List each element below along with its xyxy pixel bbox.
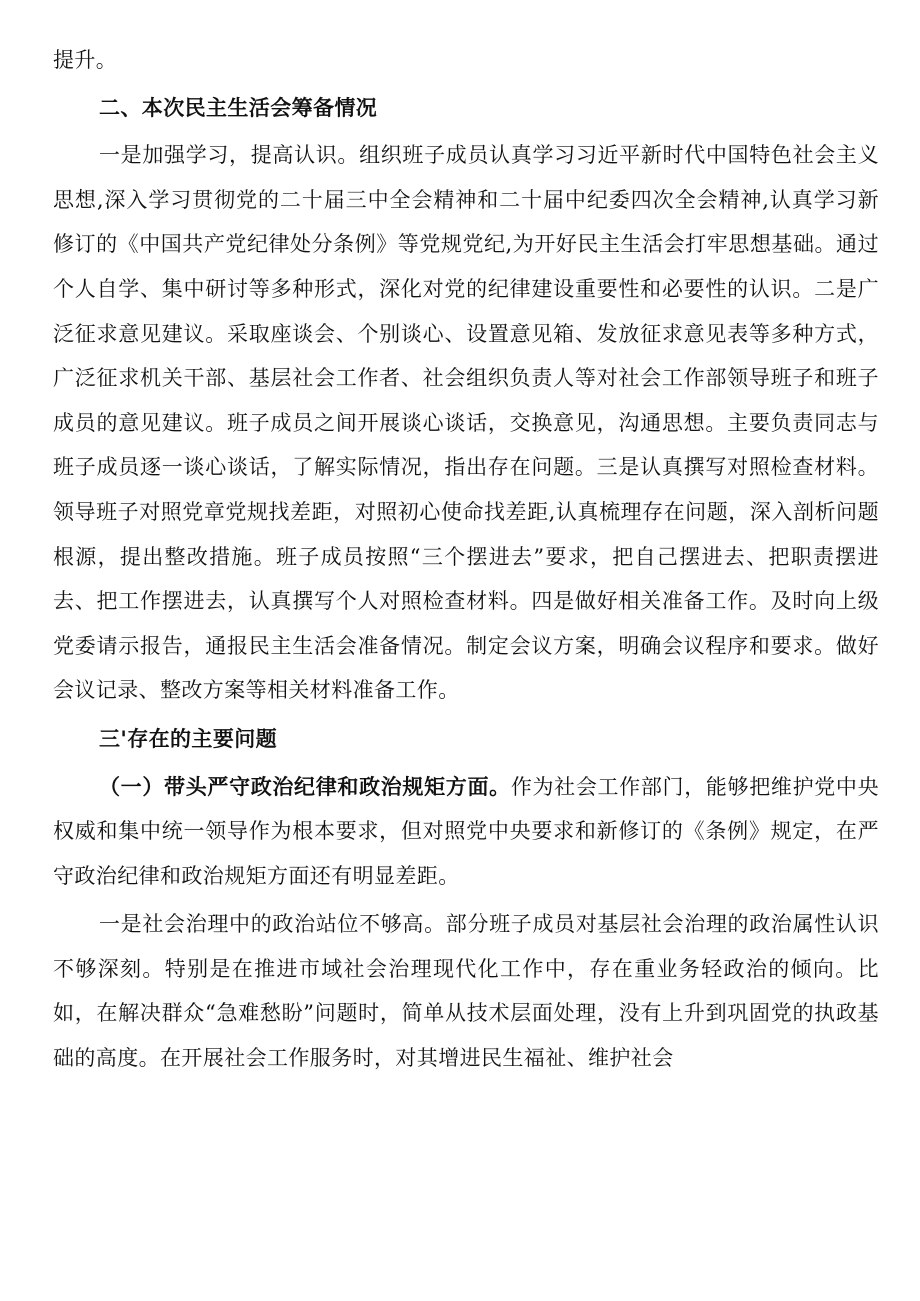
section-heading-3: 三'存在的主要问题 — [99, 726, 278, 751]
document-page — [53, 38, 879, 1081]
paragraph-preparation: 一是加强学习，提高认识。组织班子成员认真学习习近平新时代中国特色社会主义思想,深入学习贯彻党的二十届三中全会精神和二十届中纪委四次全会精神,认真学习新修订的《中国共产党纪律处分条例》等党规党纪,为开好民主生活会打牢思想基础。通过个人自学、集中研讨等多种形式，深化对党的纪律建设重要性和必要性的认识。二是广泛征求意见建议。采取座谈会、个别谈心、设置意见箱、发放征求意见表等多种方式，广泛征求机关干部、基层社会工作者、社会组织负责人等对社会工作部领导班子和班子成员的意见建议。班子成员之间开展谈心谈话，交换意见，沟通思想。主要负责同志与班子成员逐一谈心谈话，了解实际情况，指出存在问题。三是认真撰写对照检查材料。领导班子对照党章党规找差距，对照初心使命找差距,认真梳理存在问题，深入剖析问题根源，提出整改措施。班子成员按照“三个摆进去”要求，把自己摆进去、把职责摆进去、把工作摆进去，认真撰写个人对照检查材料。四是做好相关准备工作。及时向上级党委请示报告，通报民主生活会准备情况。制定会议方案，明确会议程序和要求。做好会议记录、整改方案等相关材料准备工作。 — [53, 143, 879, 703]
paragraph-political-discipline — [53, 765, 879, 899]
paragraph-lead-title: （一）带头严守政治纪律和政治规矩方面。 — [99, 774, 511, 799]
paragraph-political-stance: 一是社会治理中的政治站位不够高。部分班子成员对基层社会治理的政治属性认识不够深刻。特别是在推进市域社会治理现代化工作中，存在重业务轻政治的倾向。比如，在解决群众“急难愁盼”问题时，简单从技术层面处理，没有上升到巩固党的执政基础的高度。在开展社会工作服务时，对其增进民生福祉、维护社会 — [53, 912, 879, 1071]
paragraph-lead-body: 作为社会工作部门，能够把维护党中央权威和集中统一领导作为根本要求，但对照党中央要求和新修订的《条例》规定，在严守政治纪律和政治规矩方面还有明显差距。 — [53, 774, 879, 888]
section-heading-2: 二、本次民主生活会筹备情况 — [99, 95, 378, 120]
paragraph-continuation: 提升。 — [53, 48, 118, 72]
